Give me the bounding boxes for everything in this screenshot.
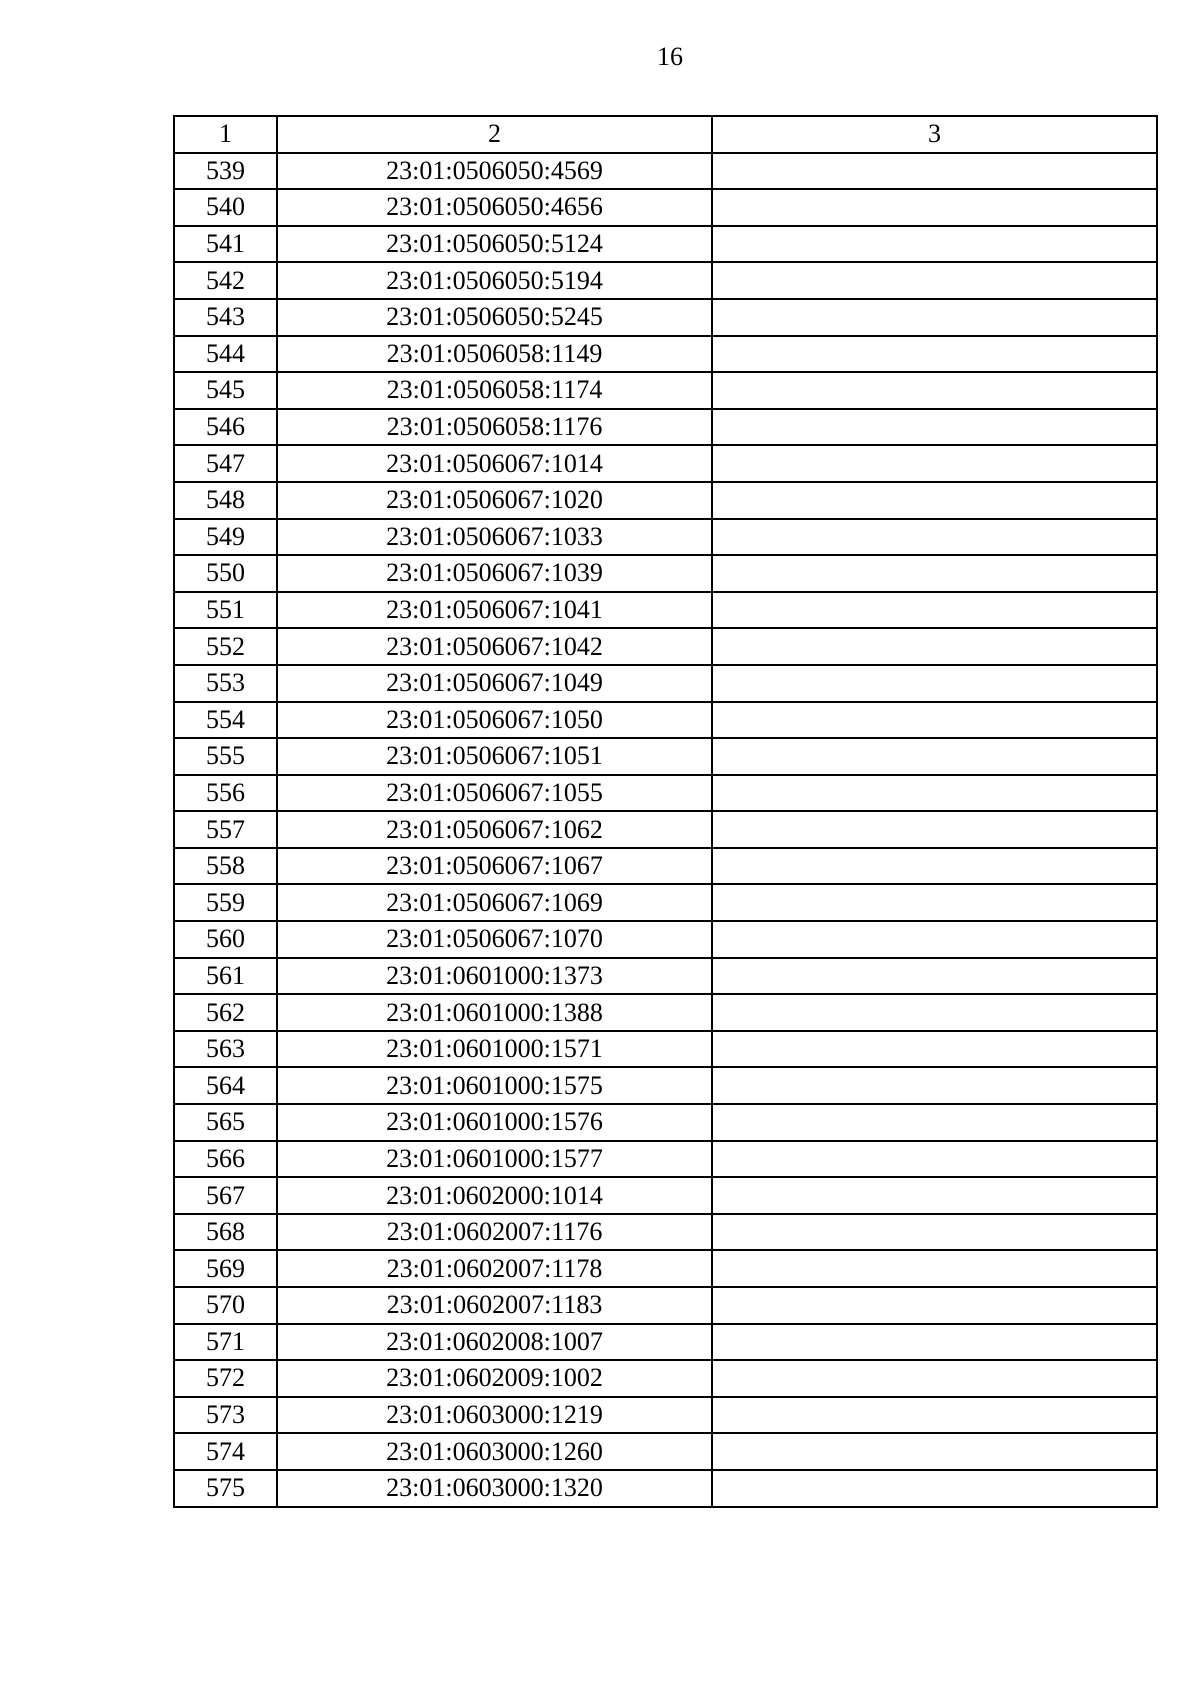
table-row bbox=[174, 1324, 1157, 1361]
table-row bbox=[174, 994, 1157, 1031]
cadastral-number-cell: 23:01:0506050:4569 bbox=[277, 153, 712, 190]
table-row bbox=[174, 1067, 1157, 1104]
cadastral-number-cell: 23:01:0601000:1577 bbox=[277, 1141, 712, 1178]
row-number-cell: 551 bbox=[174, 592, 277, 629]
note-cell bbox=[712, 1067, 1157, 1104]
table-row bbox=[174, 1214, 1157, 1251]
table-row bbox=[174, 921, 1157, 958]
note-cell bbox=[712, 775, 1157, 812]
table-row bbox=[174, 592, 1157, 629]
cadastral-number-cell: 23:01:0601000:1576 bbox=[277, 1104, 712, 1141]
note-cell bbox=[712, 665, 1157, 702]
row-number-cell: 547 bbox=[174, 445, 277, 482]
table-row bbox=[174, 555, 1157, 592]
row-number-cell: 573 bbox=[174, 1397, 277, 1434]
note-cell bbox=[712, 994, 1157, 1031]
table-row bbox=[174, 958, 1157, 995]
row-number-cell: 575 bbox=[174, 1470, 277, 1507]
table-row bbox=[174, 1177, 1157, 1214]
table-row bbox=[174, 628, 1157, 665]
row-number-cell: 549 bbox=[174, 519, 277, 556]
cadastral-number-cell: 23:01:0601000:1575 bbox=[277, 1067, 712, 1104]
cadastral-number-cell: 23:01:0506058:1174 bbox=[277, 372, 712, 409]
note-cell bbox=[712, 628, 1157, 665]
cadastral-number-cell: 23:01:0506067:1049 bbox=[277, 665, 712, 702]
cadastral-number-cell: 23:01:0603000:1260 bbox=[277, 1433, 712, 1470]
row-number-cell: 555 bbox=[174, 738, 277, 775]
row-number-cell: 564 bbox=[174, 1067, 277, 1104]
row-number-cell: 561 bbox=[174, 958, 277, 995]
row-number-cell: 550 bbox=[174, 555, 277, 592]
table-row bbox=[174, 775, 1157, 812]
cadastral-number-cell: 23:01:0601000:1373 bbox=[277, 958, 712, 995]
note-cell bbox=[712, 884, 1157, 921]
cadastral-number-cell: 23:01:0506067:1041 bbox=[277, 592, 712, 629]
note-cell bbox=[712, 262, 1157, 299]
cadastral-number-cell: 23:01:0506067:1014 bbox=[277, 445, 712, 482]
note-cell bbox=[712, 1177, 1157, 1214]
cadastral-number-cell: 23:01:0506058:1149 bbox=[277, 336, 712, 373]
row-number-cell: 553 bbox=[174, 665, 277, 702]
row-number-cell: 558 bbox=[174, 848, 277, 885]
table-row bbox=[174, 262, 1157, 299]
note-cell bbox=[712, 1141, 1157, 1178]
cadastral-number-cell: 23:01:0506067:1062 bbox=[277, 811, 712, 848]
row-number-cell: 563 bbox=[174, 1031, 277, 1068]
table-row bbox=[174, 336, 1157, 373]
cadastral-number-cell: 23:01:0506067:1069 bbox=[277, 884, 712, 921]
note-cell bbox=[712, 592, 1157, 629]
table-header-row bbox=[174, 116, 1157, 153]
table-body bbox=[174, 153, 1157, 1507]
row-number-cell: 567 bbox=[174, 1177, 277, 1214]
row-number-cell: 574 bbox=[174, 1433, 277, 1470]
row-number-cell: 572 bbox=[174, 1360, 277, 1397]
table-row bbox=[174, 409, 1157, 446]
row-number-cell: 568 bbox=[174, 1214, 277, 1251]
cadastral-number-cell: 23:01:0506067:1042 bbox=[277, 628, 712, 665]
cadastral-number-cell: 23:01:0506058:1176 bbox=[277, 409, 712, 446]
note-cell bbox=[712, 226, 1157, 263]
row-number-cell: 570 bbox=[174, 1287, 277, 1324]
row-number-cell: 571 bbox=[174, 1324, 277, 1361]
table-row bbox=[174, 738, 1157, 775]
cadastral-number-cell: 23:01:0506067:1050 bbox=[277, 702, 712, 739]
table-row bbox=[174, 1104, 1157, 1141]
note-cell bbox=[712, 1433, 1157, 1470]
cadastral-number-cell: 23:01:0602007:1176 bbox=[277, 1214, 712, 1251]
cadastral-number-cell: 23:01:0602000:1014 bbox=[277, 1177, 712, 1214]
table-row bbox=[174, 848, 1157, 885]
row-number-cell: 557 bbox=[174, 811, 277, 848]
note-cell bbox=[712, 1397, 1157, 1434]
row-number-cell: 556 bbox=[174, 775, 277, 812]
cadastral-number-cell: 23:01:0506067:1051 bbox=[277, 738, 712, 775]
cadastral-number-cell: 23:01:0506050:4656 bbox=[277, 189, 712, 226]
row-number-cell: 545 bbox=[174, 372, 277, 409]
cadastral-number-cell: 23:01:0603000:1219 bbox=[277, 1397, 712, 1434]
row-number-cell: 569 bbox=[174, 1250, 277, 1287]
table-row bbox=[174, 226, 1157, 263]
cadastral-number-cell: 23:01:0506067:1020 bbox=[277, 482, 712, 519]
table-row bbox=[174, 1250, 1157, 1287]
note-cell bbox=[712, 153, 1157, 190]
note-cell bbox=[712, 299, 1157, 336]
note-cell bbox=[712, 1104, 1157, 1141]
note-cell bbox=[712, 1470, 1157, 1507]
table-row bbox=[174, 811, 1157, 848]
note-cell bbox=[712, 1324, 1157, 1361]
note-cell bbox=[712, 958, 1157, 995]
table-row bbox=[174, 372, 1157, 409]
cadastral-table bbox=[173, 115, 1158, 1508]
note-cell bbox=[712, 921, 1157, 958]
cadastral-number-cell: 23:01:0602007:1183 bbox=[277, 1287, 712, 1324]
row-number-cell: 560 bbox=[174, 921, 277, 958]
row-number-cell: 543 bbox=[174, 299, 277, 336]
cadastral-number-cell: 23:01:0601000:1388 bbox=[277, 994, 712, 1031]
note-cell bbox=[712, 519, 1157, 556]
note-cell bbox=[712, 1214, 1157, 1251]
row-number-cell: 544 bbox=[174, 336, 277, 373]
note-cell bbox=[712, 555, 1157, 592]
table-row bbox=[174, 189, 1157, 226]
cadastral-number-cell: 23:01:0603000:1320 bbox=[277, 1470, 712, 1507]
table-row bbox=[174, 1397, 1157, 1434]
row-number-cell: 548 bbox=[174, 482, 277, 519]
row-number-cell: 554 bbox=[174, 702, 277, 739]
cadastral-number-cell: 23:01:0506050:5245 bbox=[277, 299, 712, 336]
note-cell bbox=[712, 702, 1157, 739]
table-row bbox=[174, 1433, 1157, 1470]
table-row bbox=[174, 1031, 1157, 1068]
table-row bbox=[174, 1287, 1157, 1324]
row-number-cell: 566 bbox=[174, 1141, 277, 1178]
note-cell bbox=[712, 738, 1157, 775]
note-cell bbox=[712, 336, 1157, 373]
column-header-note: 3 bbox=[712, 116, 1157, 153]
table-row bbox=[174, 1470, 1157, 1507]
note-cell bbox=[712, 811, 1157, 848]
column-header-code: 2 bbox=[277, 116, 712, 153]
row-number-cell: 539 bbox=[174, 153, 277, 190]
note-cell bbox=[712, 1287, 1157, 1324]
note-cell bbox=[712, 1360, 1157, 1397]
cadastral-number-cell: 23:01:0506067:1070 bbox=[277, 921, 712, 958]
table-row bbox=[174, 1141, 1157, 1178]
cadastral-number-cell: 23:01:0506050:5124 bbox=[277, 226, 712, 263]
cadastral-number-cell: 23:01:0506067:1067 bbox=[277, 848, 712, 885]
table-row bbox=[174, 153, 1157, 190]
note-cell bbox=[712, 848, 1157, 885]
table-row bbox=[174, 884, 1157, 921]
cadastral-number-cell: 23:01:0506050:5194 bbox=[277, 262, 712, 299]
row-number-cell: 540 bbox=[174, 189, 277, 226]
page-number: 16 bbox=[657, 42, 683, 71]
note-cell bbox=[712, 1250, 1157, 1287]
note-cell bbox=[712, 189, 1157, 226]
row-number-cell: 541 bbox=[174, 226, 277, 263]
row-number-cell: 562 bbox=[174, 994, 277, 1031]
table-row bbox=[174, 1360, 1157, 1397]
cadastral-number-cell: 23:01:0506067:1033 bbox=[277, 519, 712, 556]
cadastral-number-cell: 23:01:0602008:1007 bbox=[277, 1324, 712, 1361]
row-number-cell: 546 bbox=[174, 409, 277, 446]
row-number-cell: 542 bbox=[174, 262, 277, 299]
column-header-number: 1 bbox=[174, 116, 277, 153]
row-number-cell: 565 bbox=[174, 1104, 277, 1141]
table-row bbox=[174, 519, 1157, 556]
cadastral-number-cell: 23:01:0602009:1002 bbox=[277, 1360, 712, 1397]
cadastral-number-cell: 23:01:0506067:1055 bbox=[277, 775, 712, 812]
table-row bbox=[174, 665, 1157, 702]
cadastral-number-cell: 23:01:0601000:1571 bbox=[277, 1031, 712, 1068]
cadastral-number-cell: 23:01:0506067:1039 bbox=[277, 555, 712, 592]
note-cell bbox=[712, 409, 1157, 446]
table-row bbox=[174, 482, 1157, 519]
table-header bbox=[174, 116, 1157, 153]
table-row bbox=[174, 702, 1157, 739]
row-number-cell: 559 bbox=[174, 884, 277, 921]
note-cell bbox=[712, 445, 1157, 482]
cadastral-number-cell: 23:01:0602007:1178 bbox=[277, 1250, 712, 1287]
note-cell bbox=[712, 372, 1157, 409]
table-row bbox=[174, 299, 1157, 336]
table-row bbox=[174, 445, 1157, 482]
note-cell bbox=[712, 1031, 1157, 1068]
row-number-cell: 552 bbox=[174, 628, 277, 665]
note-cell bbox=[712, 482, 1157, 519]
